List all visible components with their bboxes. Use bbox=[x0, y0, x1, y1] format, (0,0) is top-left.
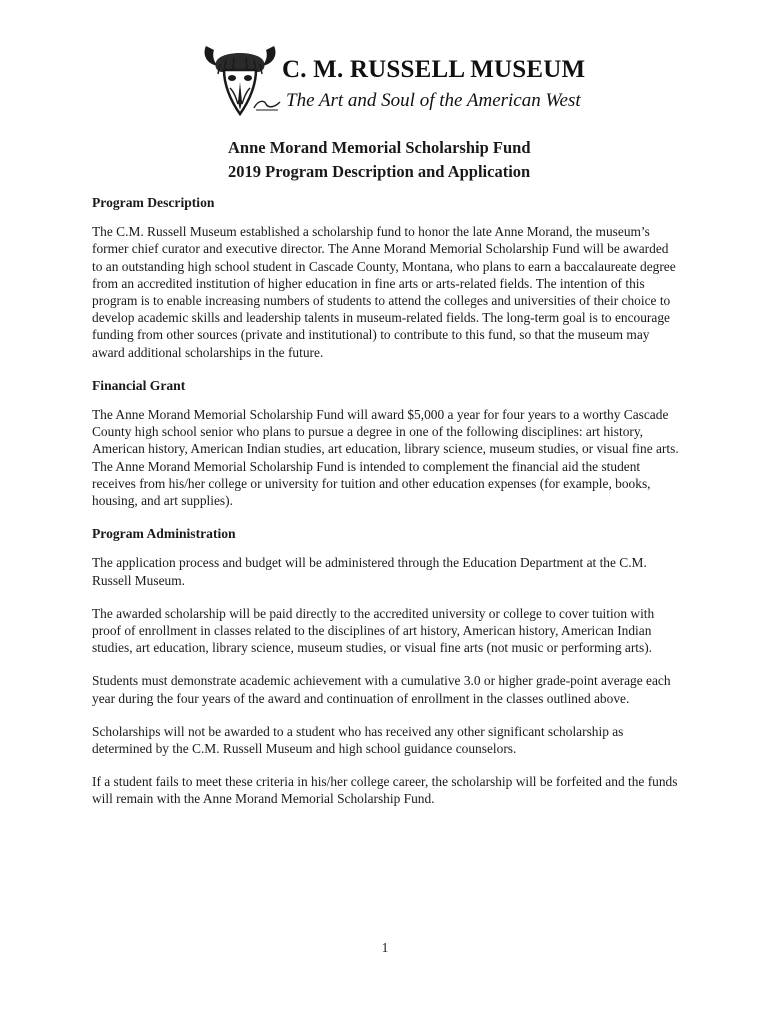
museum-header bbox=[200, 40, 586, 120]
paragraph: The C.M. Russell Museum established a scholarship fund to honor the late Anne Morand, the museum’s former chief curator and executive director. The Anne Morand Memorial Scholarship Fund will be awarded to an outstanding high school student in Cascade County, Montana, who plans to earn a baccalaureate degree from an accredited institution of higher education in fine arts or arts-related fields. The intention of this program is to enable increasing numbers of students to attend the colleges and universities of their choice to develop academic skills and leadership talents in museum-related fields. The long-term goal is to encourage funding from other sources (private and institutional) to contribute to this fund, so that the museum may award additional scholarships in the future. bbox=[92, 224, 676, 360]
title-line-1: Anne Morand Memorial Scholarship Fund bbox=[228, 138, 531, 157]
museum-tagline: The Art and Soul of the American West bbox=[286, 90, 581, 111]
document-title bbox=[228, 136, 531, 184]
document-body bbox=[92, 194, 682, 824]
page-number: 1 bbox=[381, 940, 389, 955]
section-heading-program-administration: Program Administration bbox=[92, 526, 236, 542]
cmr-monogram-icon bbox=[252, 98, 282, 112]
paragraph: Students must demonstrate academic achievement with a cumulative 3.0 or higher grade-point average each year during the four years of the award and continuation of enrollment in the classes outlined above. bbox=[92, 673, 671, 706]
paragraph: The awarded scholarship will be paid directly to the accredited university or college to cover tuition with proof of enrollment in classes related to the disciplines of art history, American history, American Indian studies, art education, library science, museum studies, or visual fine arts (not music or performing arts). bbox=[92, 605, 655, 656]
museum-name: C. M. RUSSELL MUSEUM bbox=[282, 56, 586, 83]
title-line-2: 2019 Program Description and Application bbox=[228, 162, 531, 181]
section-heading-program-description: Program Description bbox=[92, 195, 215, 210]
section-heading-financial-grant: Financial Grant bbox=[92, 377, 186, 393]
paragraph: If a student fails to meet these criteria in his/her college career, the scholarship will be forfeited and the funds will remain with the Anne Morand Memorial Scholarship Fund. bbox=[92, 774, 678, 807]
paragraph: Scholarships will not be awarded to a student who has received any other significant scholarship as determined by the C.M. Russell Museum and high school guidance counselors. bbox=[92, 723, 624, 757]
paragraph: The Anne Morand Memorial Scholarship Fund will award $5,000 a year for four years to a worthy Cascade County high school senior who plans to pursue a degree in one of the following disciplines: art history, American history, American Indian studies, art education, library science, museum studies, or visual fine arts. The Anne Morand Memorial Scholarship Fund is intended to complement the financial aid the student receives from his/her college or university for tuition and other education expenses (for example, books, housing, and art supplies). bbox=[92, 407, 679, 509]
paragraph: The application process and budget will be administered through the Education Department at the C.M. Russell Museum. bbox=[92, 555, 647, 588]
